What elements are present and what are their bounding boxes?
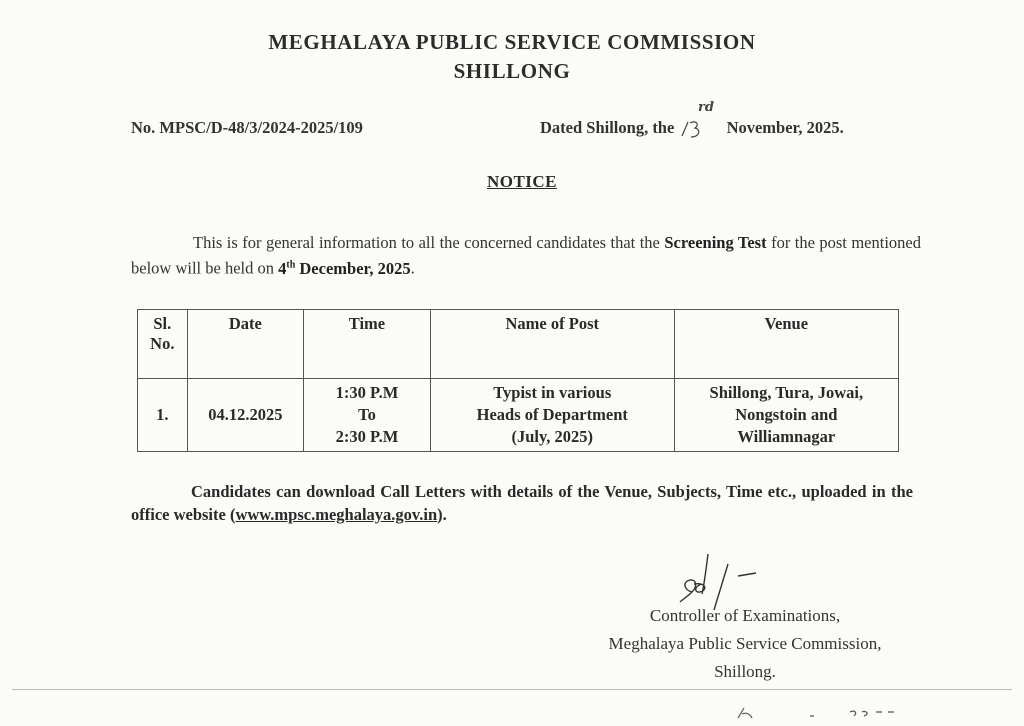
header-sl-line2: No. (150, 334, 175, 353)
signature-sd (672, 546, 792, 612)
cell-post-line2: Heads of Department (476, 405, 628, 424)
signoff-title: Controller of Examinations, (649, 606, 841, 625)
para-exam-date (278, 259, 410, 278)
cutoff-handwriting (730, 700, 910, 724)
para-exam-day-suffix: th (286, 259, 296, 270)
table-row (138, 379, 899, 452)
para-screening-test: Screening Test (664, 233, 767, 252)
cell-post-line3: (July, 2025) (511, 427, 594, 446)
dated-line (540, 100, 844, 138)
schedule-header-row (138, 310, 899, 379)
header-date: Date (187, 310, 303, 379)
dated-suffix: November, 2025. (726, 118, 844, 137)
page-divider (12, 689, 1012, 690)
cell-post-line1: Typist in various (493, 383, 612, 402)
notice-title: NOTICE (486, 172, 558, 191)
notice-paragraph (131, 232, 921, 280)
call-letter-instructions (131, 480, 913, 526)
instructions-end: ). (437, 505, 447, 524)
cell-time-from: 1:30 P.M (335, 383, 399, 402)
cell-time-to: 2:30 P.M (335, 427, 399, 446)
header-time: Time (304, 310, 431, 379)
cell-venue (674, 379, 898, 452)
header-venue: Venue (674, 310, 898, 379)
handwritten-ordinal: rd (698, 100, 715, 115)
handwritten-date-mark (674, 96, 726, 142)
signoff-organization: Meghalaya Public Service Commission, (608, 634, 882, 653)
cell-venue-line1: Shillong, Tura, Jowai, (709, 383, 864, 402)
cell-venue-line2: Nongstoin and (735, 405, 838, 424)
para-end: . (410, 258, 415, 278)
para-text-1: This is for general information to all the concerned candidates that the (193, 233, 665, 252)
dated-prefix: Dated Shillong, the (540, 118, 675, 137)
cell-venue-line3: Williamnagar (737, 427, 836, 446)
city-heading: SHILLONG (453, 59, 571, 83)
header-post: Name of Post (430, 310, 674, 379)
cell-time-to-word: To (358, 405, 376, 424)
cell-date: 04.12.2025 (187, 379, 303, 452)
cell-time (304, 379, 431, 452)
cell-sl: 1. (138, 379, 188, 452)
signoff-city: Shillong. (714, 662, 776, 681)
organization-heading: MEGHALAYA PUBLIC SERVICE COMMISSION (268, 30, 756, 54)
header-sl-line1: Sl. (153, 314, 172, 333)
schedule-table (137, 309, 899, 452)
instructions-text: Candidates can download Call Letters with details of the Venue, Subjects, Time etc., uploaded in the office website ( (131, 482, 913, 524)
para-text-2: for the post mentioned below will be held on (131, 233, 921, 278)
reference-number: No. MPSC/D-48/3/2024-2025/109 (131, 118, 363, 137)
website-link[interactable]: www.mpsc.meghalaya.gov.in (235, 505, 438, 524)
handwritten-date (678, 100, 722, 138)
para-exam-day: 4 (278, 258, 287, 278)
cell-post (430, 379, 674, 452)
para-exam-month: December, 2025 (295, 258, 411, 278)
header-sl-no (138, 310, 188, 379)
